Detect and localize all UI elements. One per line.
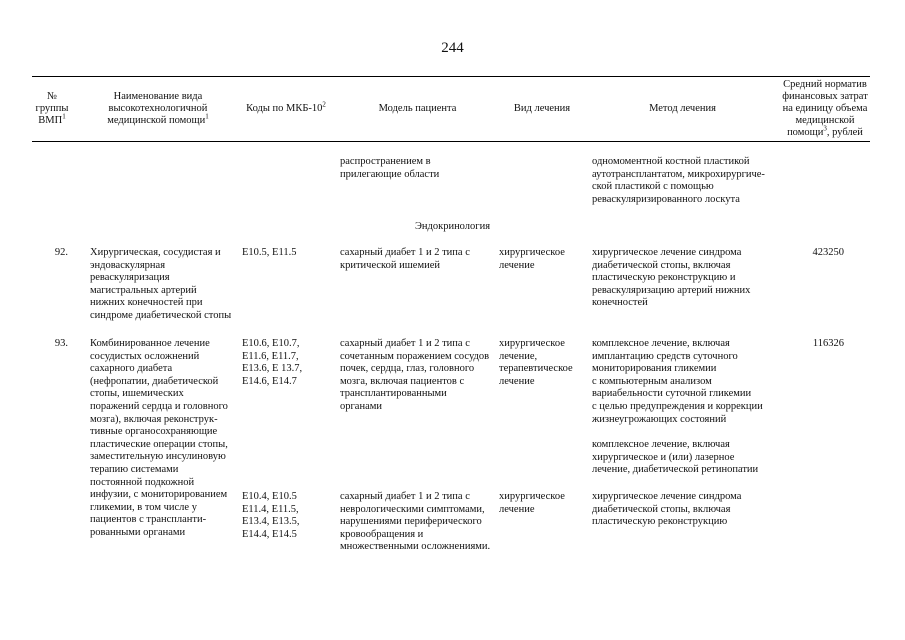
row-93b-treatment: хирургическое лечение [499, 491, 565, 515]
header-treatment-method: Метод лечения [649, 103, 716, 114]
row-93b-method: хирургическое лечение синдрома диабетической стопы, включая пластическую реконструкцию [592, 491, 742, 528]
header-patient-model: Модель пациента [378, 103, 457, 114]
row-92-treatment: хирургическое лечение [499, 247, 565, 271]
header-top-rule [32, 76, 870, 77]
header-treatment-type: Вид лечения [513, 103, 571, 114]
header-care-type: Наименование вида высокотехнологичной медицинской помощи$^1$ [107, 91, 209, 126]
row-93-number: 93. [54, 338, 68, 349]
row-93a-method: комплексное лечение, включая имплантацию средств суточного мониторирования гликемии с компьютерным анализом вариабельности суточной гликемии с целью предупреждения и коррекции жизнеугрожающих состояний [592, 338, 763, 425]
row-93a-method-2: комплексное лечение, включая хирургическое и (или) лазерное лечение, диабетической ретинопатии [592, 439, 759, 476]
row-92-number: 92. [54, 247, 68, 258]
row-93-cost: 116326 [812, 338, 844, 349]
row-92-codes: E10.5, E11.5 [242, 247, 297, 258]
row-92-cost: 423250 [812, 247, 844, 258]
row-92-method: хирургическое лечение синдрома диабетической стопы, включая пластическую реконструкцию и реваскуляризацию артерий нижних конечностей [592, 247, 751, 309]
row-93a-codes: E10.6, E10.7, E11.6, E11.7, E13.6, E 13.7, E14.6, E14.7 [242, 338, 303, 387]
row-93a-model: сахарный диабет 1 и 2 типа с сочетанным поражением сосудов почек, сердца, глаз, головного мозга, включая пациентов с трансплантированными органами [340, 338, 490, 412]
row-93b-codes: E10.4, E10.5 E11.4, E11.5, E13.4, E13.5, E14.4, E14.5 [242, 491, 300, 540]
row-92-model: сахарный диабет 1 и 2 типа с критической ишемией [340, 247, 470, 271]
row-92-name: Хирургическая, сосудистая и эндоваскулярная реваскуляризация магистральных артерий нижних конечностей при синдроме диабетической стопы [90, 247, 232, 321]
header-group-no: № группы ВМП$^1$ [35, 91, 69, 126]
header-icd-codes: Коды по МКБ-$10^2$ [246, 100, 326, 114]
section-title: Эндокринология [414, 221, 491, 232]
header-bottom-rule [32, 141, 870, 142]
row-93-name: Комбинированное лечение сосудистых осложнений сахарного диабета (нефропатии, диабетической стопы, ишемических поражений сердца и головного мозга), включая реконструк- тивные органосохраняющие пластические операции стопы, заместительную инсулиновую терапию системами постоянной подкожной инфузии, с мониторированием гликемии, в том числе у пациентов с транспланти- рованными органами [90, 338, 228, 538]
row-93a-treatment: хирургическое лечение, терапевтическое лечение [499, 338, 573, 387]
header-cost: Средний норматив финансовых затрат на единицу объема медицинской помощи$^3$, рублей [782, 79, 868, 138]
continuation-method: одномоментной костной пластикой аутотрансплантатом, микрохирургиче- ской пластикой с помощью реваскуляризированного лоскута [592, 156, 765, 205]
page-number: 244 [441, 40, 464, 56]
row-93b-model: сахарный диабет 1 и 2 типа с неврологическими симптомами, нарушениями периферического кровообращения и множественными осложнениями. [340, 491, 491, 553]
continuation-model: распространением в прилегающие области [340, 156, 440, 180]
